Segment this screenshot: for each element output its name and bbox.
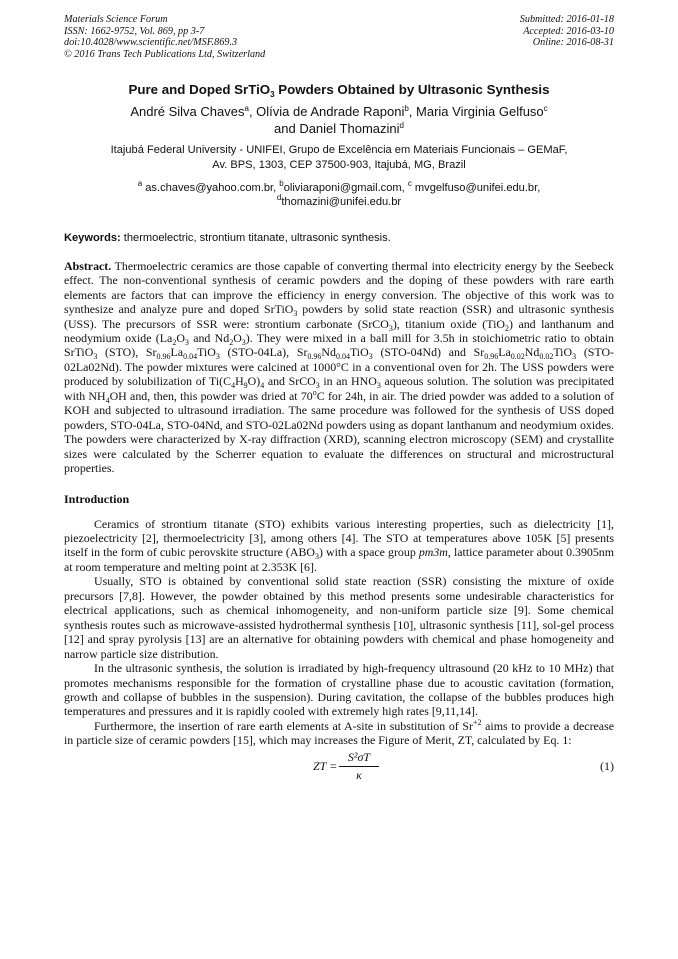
journal-name: Materials Science Forum [64, 14, 168, 25]
equation-1 [64, 750, 614, 786]
author-emails: $^a$ as.chaves@yahoo.com.br, $^b$oliviaraponi@gmail.com, $^c$ mvgelfuso@unifei.edu.br, $^d$thomazini@unifei.edu.br [137, 178, 541, 209]
email-marker: d [276, 193, 282, 203]
journal-info [64, 14, 265, 60]
author-marker: d [399, 121, 404, 131]
author-name: Olívia de Andrade Raponi [256, 104, 405, 120]
affiliation-line: Av. BPS, 1303, CEP 37500-903, Itajubá, MG, Brazil [212, 158, 466, 171]
title-part: Pure and Doped SrTiO [128, 82, 271, 98]
email-marker: b [279, 178, 284, 188]
submitted-date: Submitted: 2016-01-18 [519, 14, 614, 25]
title-subscript: 3 [270, 90, 275, 100]
affiliation [64, 143, 614, 172]
equation-numerator: S²σT [339, 750, 379, 767]
email-marker: c [407, 178, 412, 188]
equation-number: (1) [600, 758, 614, 773]
abstract: Abstract. Thermoelectric ceramics are those capable of converting thermal into electricity energy by the Seebeck effect. The non-conventional synthesis of ceramic powders and the doping of these powders with rare earth elements are factors that can improve the efficiency in energy conversion. The objective of this work was to synthesize and analyze pure and doped SrTiO$_3$ powders by solid state reaction (SSR) and ultrasonic synthesis (USS). The precursors of SSR were: strontium carbonate (SrCO$_3$), titanium oxide (TiO$_2$) and lanthanum and neodymium oxide ($La_2O_3$ and $Nd_2O_3$). They were mixed in a ball mill for 3.5h in stoichiometric ratio to obtain SrTiO$_3$ (STO), $Sr_{0.96}La_{0.04}TiO_3$ (STO-04La), $Sr_{0.96}Nd_{0.04}TiO_3$ (STO-04Nd) and $Sr_{0.96}La_{0.02}Nd_{0.02}TiO_3$ (STO-02La02Nd). The powder mixtures were calcined at 1000°C in a conventional oven for 2h. The USS powders were produced by solubilization of $Ti(C_4H_9O)_4$ and SrCO$_3$ in an $HNO_3$ aqueous solution. The solution was precipitated with $NH_4OH$ and, then, this powder was dried at 70$^o$C for 24h, in air. The dried powder was added to a solution of KOH and subjected to ultrasound irradiation. The same procedure was followed for the synthesis of USS doped powders, STO-04La, STO-04Nd, and STO-02La02Nd powders using as dopant lanthanum and neodymium oxides. The powders were characterized by X-ray diffraction (XRD), scanning electron microscopy (SEM) and crystallite sizes were calculated by the Scherrer equation to evaluate the differences on structural and microstructural properties. [64, 258, 615, 476]
keywords-label: Keywords: [64, 231, 121, 244]
author-marker: a [244, 104, 249, 114]
paragraph: In the ultrasonic synthesis, the solution is irradiated by high-frequency ultrasound (20 kHz to 10 MHz) that promotes mechanisms responsible for the formation of crystalline phase due to acoustic cavitation (formation, growth and collapse of bubbles in the suspension). During cavitation, the collapse of the bubbles produces high temperatures and pressures and it is rapidly cooled with extremely high rates [9,11,14]. [64, 661, 614, 719]
author-name: André Silva Chaves [130, 104, 245, 120]
affiliation-line: Itajubá Federal University - UNIFEI, Grupo de Excelência em Materiais Funcionais – GEMaF, [110, 144, 568, 157]
paragraph: Usually, STO is obtained by conventional solid state reaction (SSR) consisting the mixture of oxide precursors [7,8]. However, the powder obtained by this method presents some undesirable characteristics for electrical applications, such as chemical inhomogeneity, and non-uniform particle size [9]. Some chemical synthesis routes such as microwave-assisted hydrothermal synthesis [10], ultrasonic synthesis [11], sol-gel process [12] and spray pyrolysis [13] are an alternative for obtaining powders with chemical and phase homogeneity and narrow particle size distribution. [64, 574, 614, 661]
author-name: Maria Virginia Gelfuso [416, 104, 544, 120]
paper-dates [520, 14, 614, 60]
journal-copyright: © 2016 Trans Tech Publications Ltd, Switzerland [64, 48, 266, 60]
accepted-date: Accepted: 2016-03-10 [523, 25, 614, 37]
paragraph: Furthermore, the insertion of rare earth elements at A-site in substitution of $Sr^{+2}$ aims to provide a decrease in particle size of ceramic powders [15], which may increases the Figure of Merit, ZT, calculated by Eq. 1: [64, 717, 614, 748]
author-name: and Daniel Thomazini [274, 121, 400, 137]
journal-doi: doi:10.4028/www.scientific.net/MSF.869.3 [64, 37, 238, 49]
author-marker: b [404, 104, 409, 114]
keywords [64, 232, 614, 244]
equation-denominator: κ [356, 767, 362, 782]
email-marker: a [137, 178, 143, 188]
paper-page [64, 14, 614, 786]
section-heading: Introduction [64, 491, 130, 506]
email-link[interactable]: mvgelfuso@unifei.edu.br [414, 181, 538, 194]
abstract-label: Abstract. [64, 258, 112, 273]
online-date: Online: 2016-08-31 [532, 37, 614, 49]
journal-header [64, 14, 614, 60]
introduction-section [64, 517, 614, 748]
journal-issn: ISSN: 1662-9752, Vol. 869, pp 3-7 [64, 25, 205, 37]
author-list: André Silva Chaves$^a$, Olívia de Andrade Raponi$^b$, Maria Virginia Gelfuso$^c$ and Daniel Thomazini$^d$ [130, 104, 548, 137]
paper-title [64, 82, 614, 100]
paragraph: Ceramics of strontium titanate (STO) exhibits various interesting properties, such as dielectricity [1], piezoelectricity [2], thermoelectricity [3], among others [4]. The STO at temperatures above 105K [5] presents itself in the form of cubic perovskite structure $(ABO_3)$ with a space group pm3m, lattice parameter about 0.3905nm at room temperature and melting point at 2.353K [6]. [64, 516, 615, 574]
email-link[interactable]: oliviaraponi@gmail.com [283, 181, 402, 194]
keywords-text: thermoelectric, strontium titanate, ultrasonic synthesis. [120, 231, 391, 244]
email-link[interactable]: thomazini@unifei.edu.br [281, 196, 402, 209]
equation-lhs: ZT = [313, 758, 338, 773]
email-link[interactable]: as.chaves@yahoo.com.br [145, 181, 274, 194]
equation-fraction [339, 750, 379, 783]
title-part: Powders Obtained by Ultrasonic Synthesis [274, 82, 550, 98]
author-marker: c [543, 104, 548, 114]
